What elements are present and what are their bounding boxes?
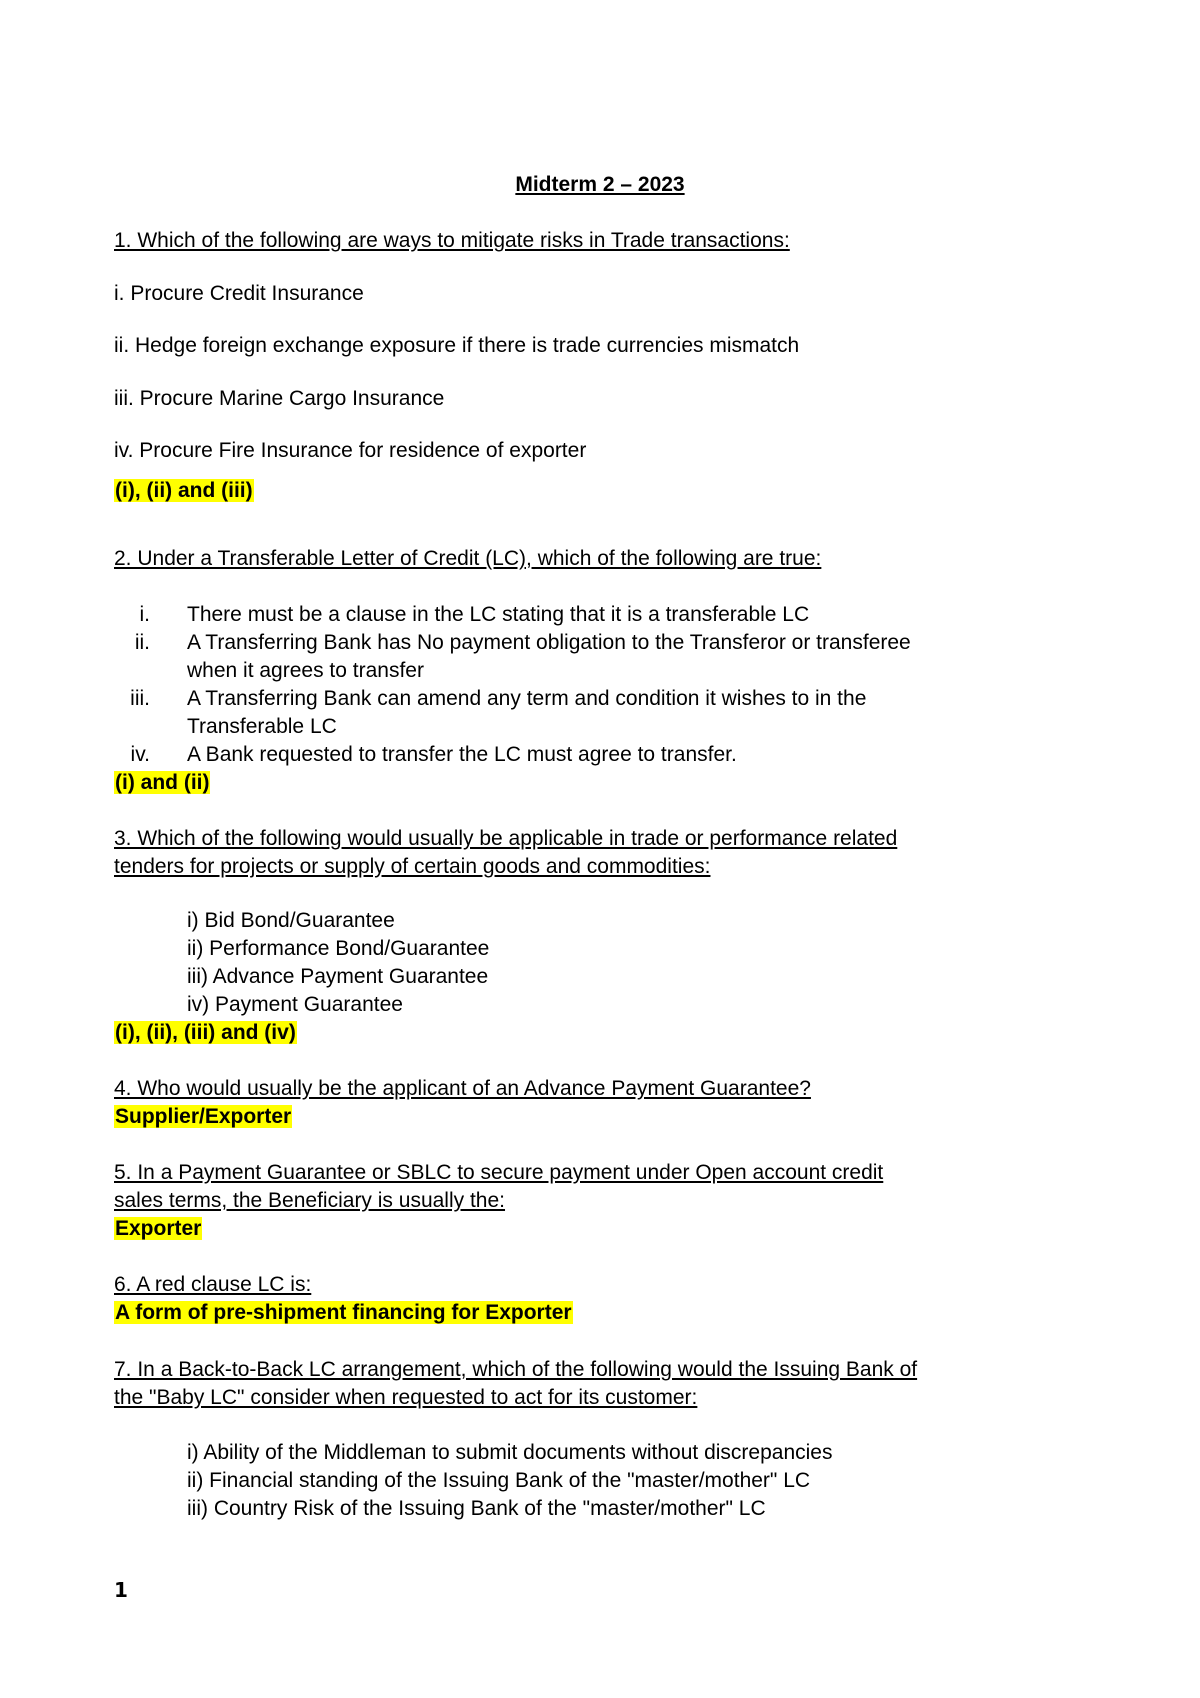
q1-answer: (i), (ii) and (iii) (115, 479, 253, 502)
q1-option-1: i. Procure Credit Insurance (114, 282, 364, 305)
q2-numeral-1: i. (139, 603, 150, 626)
document-title: Midterm 2 – 2023 (515, 173, 685, 196)
q2-answer-row (114, 770, 210, 796)
q2-item-2: A Transferring Bank has No payment obligation to the Transferor or transferee (187, 631, 911, 654)
question-1: 1. Which of the following are ways to mitigate risks in Trade transactions: (114, 229, 790, 252)
page-number: 1 (114, 1578, 128, 1602)
q1-option-3: iii. Procure Marine Cargo Insurance (114, 387, 445, 410)
q3-answer: (i), (ii), (iii) and (iv) (115, 1021, 296, 1044)
q5-answer: Exporter (115, 1217, 202, 1240)
q2-numeral-3: iii. (130, 687, 150, 710)
q6-answer-row (114, 1300, 573, 1326)
question-2: 2. Under a Transferable Letter of Credit (LC), which of the following are true: (114, 547, 822, 570)
q2-item-3-cont: Transferable LC (187, 715, 337, 738)
q3-option-1: i) Bid Bond/Guarantee (187, 909, 395, 932)
question-7-line-1: 7. In a Back-to-Back LC arrangement, which of the following would the Issuing Bank of (114, 1358, 918, 1381)
q2-numeral-4: iv. (130, 743, 150, 766)
question-5-line-2: sales terms, the Beneficiary is usually the: (114, 1189, 506, 1212)
question-6: 6. A red clause LC is: (114, 1273, 312, 1296)
q1-option-2: ii. Hedge foreign exchange exposure if there is trade currencies mismatch (114, 334, 800, 357)
question-3-line-2: tenders for projects or supply of certain goods and commodities: (114, 855, 711, 878)
q2-item-2-cont: when it agrees to transfer (187, 659, 424, 682)
question-7-line-2: the "Baby LC" consider when requested to act for its customer: (114, 1386, 698, 1409)
q1-option-4: iv. Procure Fire Insurance for residence of exporter (114, 439, 587, 462)
q7-option-3: iii) Country Risk of the Issuing Bank of the "master/mother" LC (187, 1497, 766, 1520)
q2-numeral-2: ii. (134, 631, 150, 654)
q7-option-2: ii) Financial standing of the Issuing Bank of the "master/mother" LC (187, 1469, 811, 1492)
q2-item-4: A Bank requested to transfer the LC must agree to transfer. (187, 743, 737, 766)
q7-option-1: i) Ability of the Middleman to submit documents without discrepancies (187, 1441, 833, 1464)
q4-answer-row (114, 1104, 292, 1130)
q5-answer-row (114, 1216, 202, 1242)
question-4: 4. Who would usually be the applicant of an Advance Payment Guarantee? (114, 1077, 811, 1100)
q2-item-1: There must be a clause in the LC stating that it is a transferable LC (187, 603, 810, 626)
q1-answer-row (114, 478, 254, 504)
question-5-line-1: 5. In a Payment Guarantee or SBLC to secure payment under Open account credit (114, 1161, 884, 1184)
q2-item-3: A Transferring Bank can amend any term and condition it wishes to in the (187, 687, 867, 710)
q3-option-2: ii) Performance Bond/Guarantee (187, 937, 490, 960)
q4-answer: Supplier/Exporter (115, 1105, 292, 1128)
q3-option-3: iii) Advance Payment Guarantee (187, 965, 489, 988)
question-3-line-1: 3. Which of the following would usually be applicable in trade or performance related (114, 827, 898, 850)
q3-option-4: iv) Payment Guarantee (187, 993, 403, 1016)
q3-answer-row (114, 1020, 297, 1046)
q6-answer: A form of pre-shipment financing for Exporter (115, 1301, 572, 1324)
q2-answer: (i) and (ii) (115, 771, 210, 794)
